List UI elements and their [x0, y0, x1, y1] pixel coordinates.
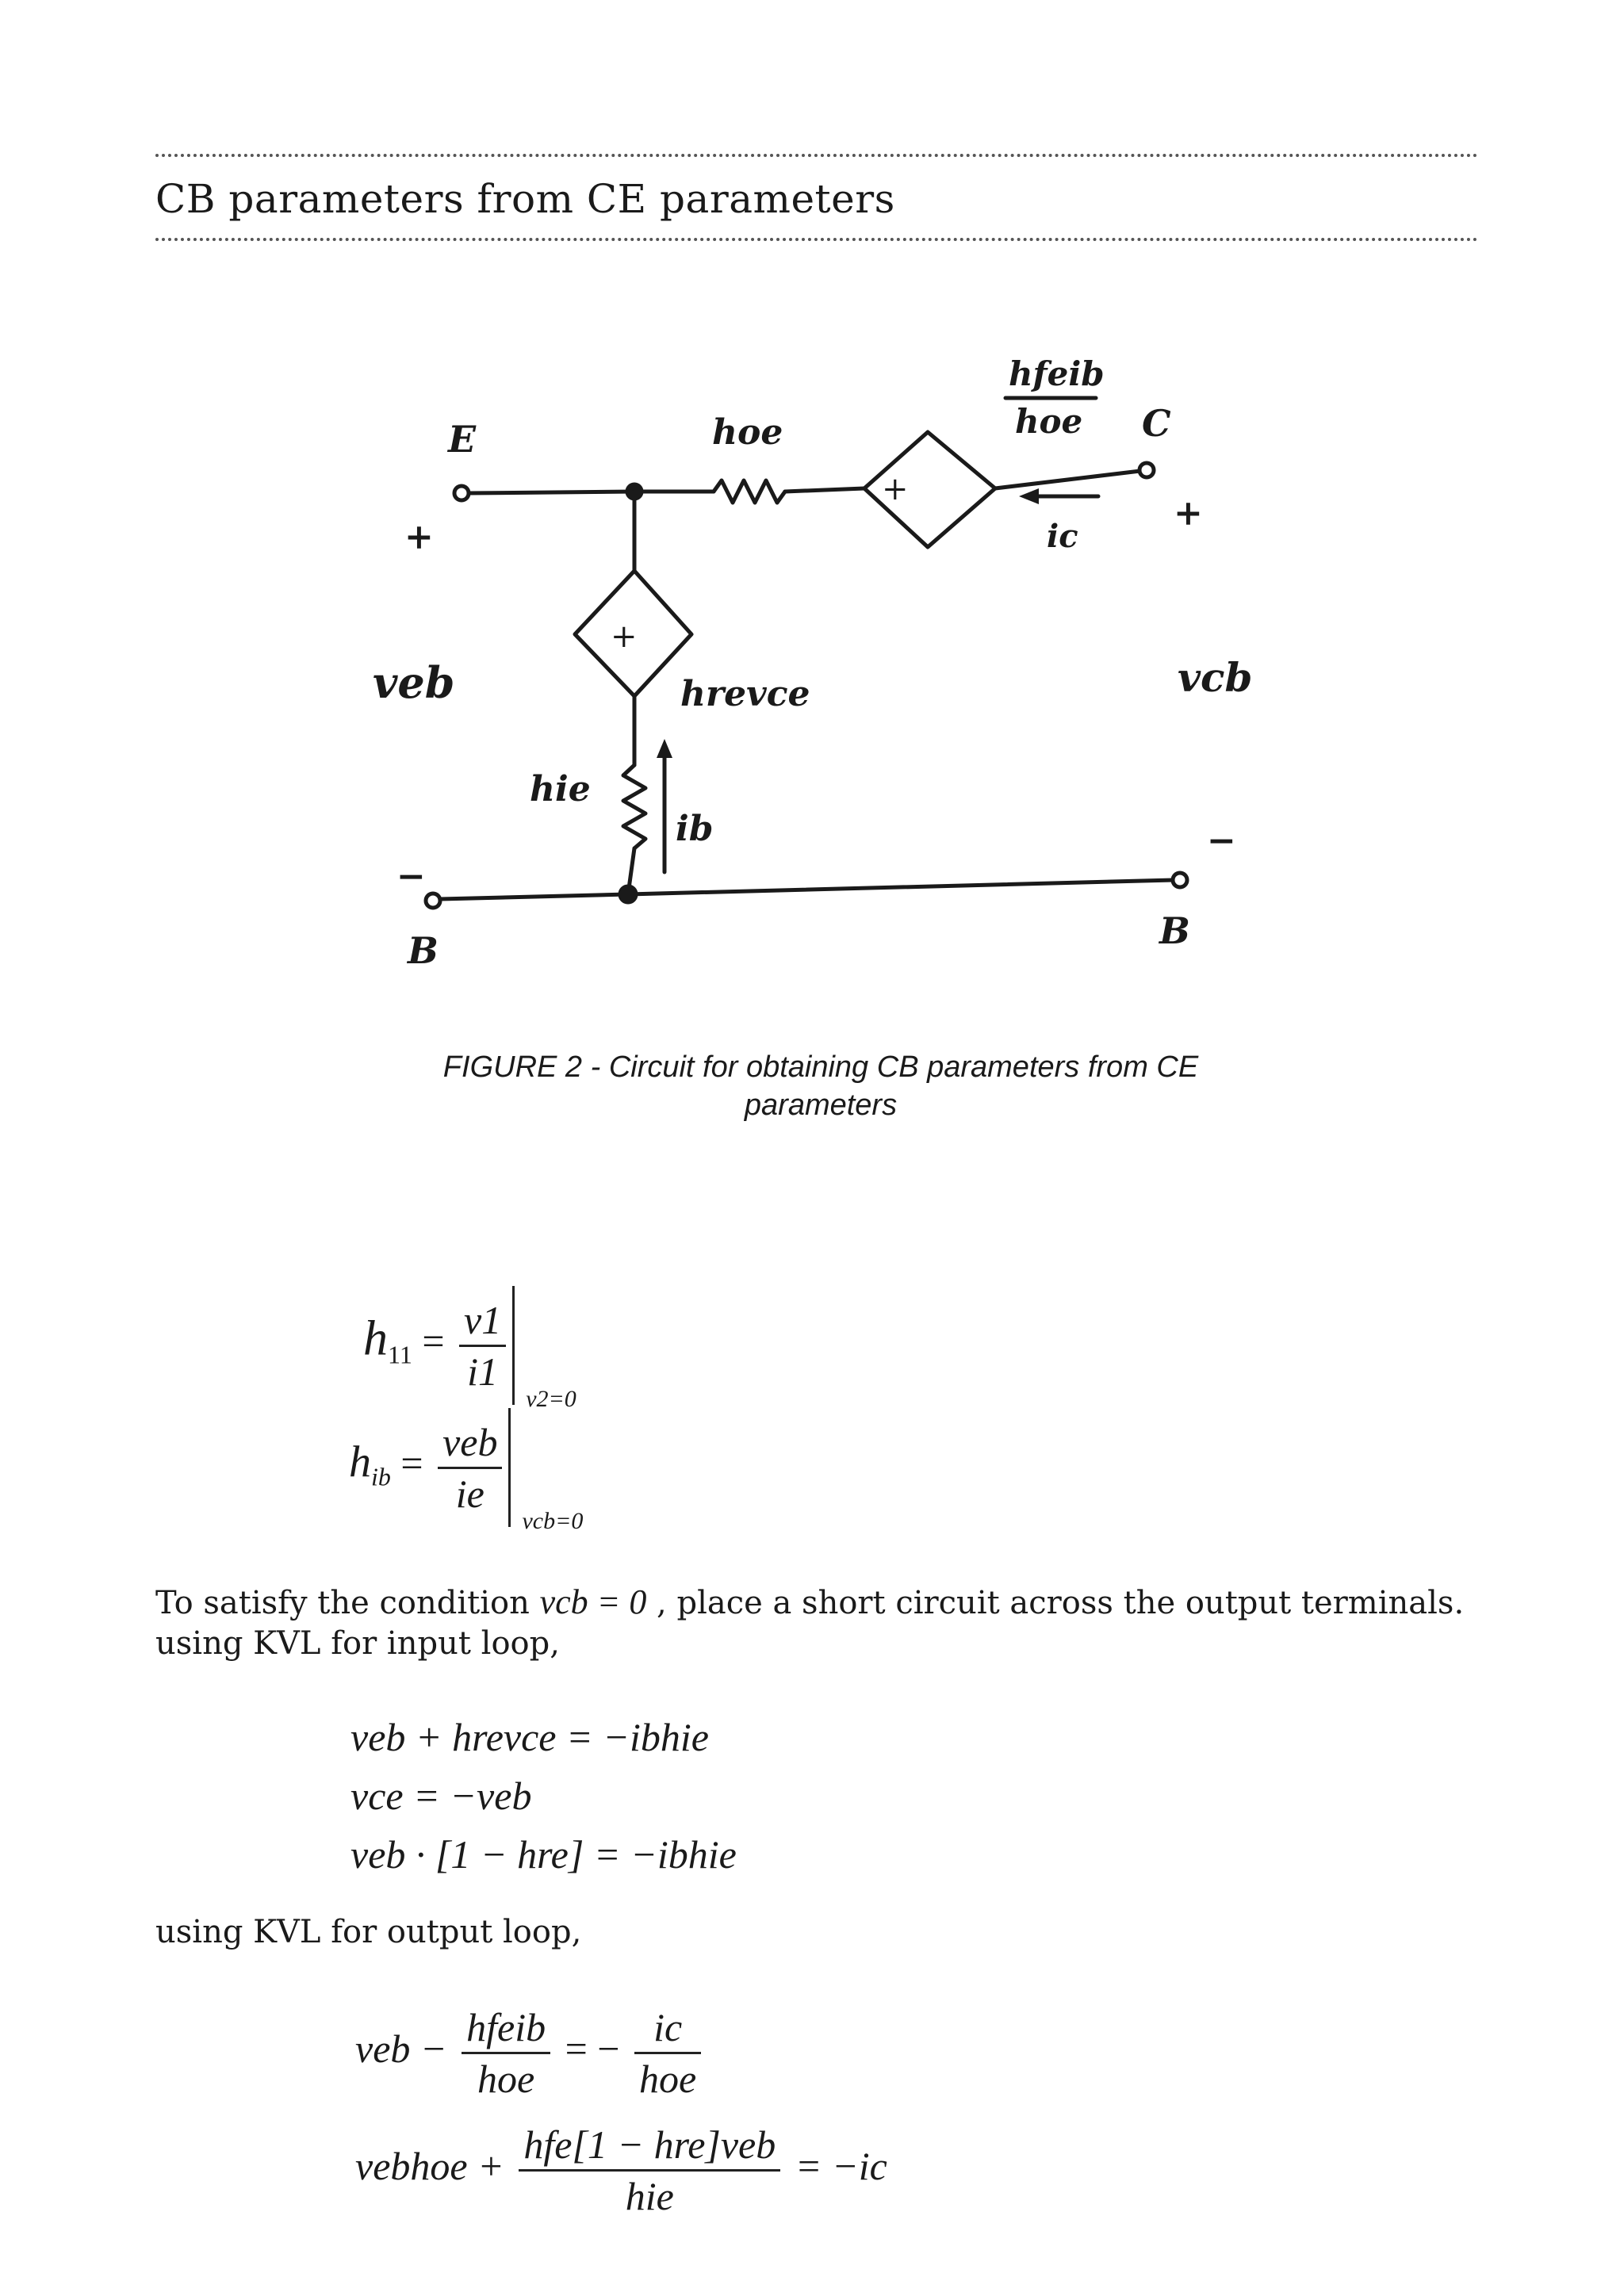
vcb-label: vcb — [1178, 654, 1253, 701]
circuit-diagram — [349, 333, 1300, 1015]
emitter-wire — [469, 492, 634, 493]
ic-arrowhead — [1019, 488, 1039, 504]
kvl-output-heading: using KVL for output loop, — [155, 1914, 582, 1950]
section-title: CB parameters from CE parameters — [155, 176, 895, 222]
ib-label: ib — [676, 809, 714, 849]
h11-definition: $h_{11}$ = $\frac{v1}{i1}$ v2=0 — [363, 1286, 523, 1405]
collector-label: C — [1142, 402, 1171, 445]
base-right-terminal — [1173, 873, 1187, 887]
hib-eval-bar: vcb=0 — [508, 1408, 519, 1527]
emitter-label: E — [448, 418, 477, 461]
collector-terminal — [1139, 463, 1154, 477]
hib-fraction: $\frac{\text{veb}}{ie}$ — [438, 1419, 502, 1517]
voltage-source-plus: + — [611, 618, 638, 655]
emitter-terminal — [454, 486, 469, 500]
plus-output-label: + — [1174, 493, 1203, 534]
hrevce-label: hrevce — [680, 674, 810, 714]
base-left-wire — [440, 894, 628, 899]
kvl-input-heading: using KVL for input loop, — [155, 1625, 560, 1662]
source-den-label: hoe — [1015, 402, 1083, 441]
ib-arrowhead — [657, 739, 672, 758]
base-left-terminal — [426, 894, 440, 908]
hoe-right-wire — [785, 488, 864, 492]
kvl-output-eq-1-fraction: $\frac{\text{hfeib}}{\text{hoe}}$ — [462, 2004, 550, 2102]
kvl-output-eq-1: veb − $\frac{\text{hfeib}}{\text{hoe}}$ = − $\frac{ic}{\text{hoe}}$ — [355, 2004, 706, 2102]
minus-input-label: − — [396, 856, 426, 897]
kvl-input-eq-2: vce = −veb — [350, 1774, 532, 1818]
condition-paragraph: To satisfy the condition vcb = 0 , place a short circuit across the output terminals. — [155, 1582, 1465, 1621]
source-num-label: hfeib — [1009, 354, 1105, 393]
h11-fraction: $\frac{v1}{i1}$ — [459, 1297, 506, 1395]
hie-resistor — [623, 765, 645, 848]
kvl-output-eq-2-fraction: $\frac{\text{hfe[1 − hre]veb}}{\text{hie}}$ — [519, 2122, 780, 2219]
h11-eval-bar: v2=0 — [512, 1286, 523, 1405]
hie-label: hie — [530, 769, 591, 809]
hib-definition: $h_{ib}$ = $\frac{\text{veb}}{ie}$ vcb=0 — [349, 1408, 519, 1527]
base-right-label: B — [1159, 909, 1190, 952]
figure-caption: FIGURE 2 - Circuit for obtaining CB parameters from CE parameters — [442, 1050, 1199, 1122]
plus-input-label: + — [404, 517, 434, 557]
minus-output-label: − — [1207, 821, 1236, 861]
base-left-label: B — [408, 929, 439, 972]
current-source-plus: + — [882, 471, 909, 507]
collector-wire — [995, 471, 1140, 488]
kvl-input-eq-1: veb + hrevce = −ibhie — [350, 1715, 709, 1759]
kvl-input-eq-3: veb · [1 − hre] = −ibhie — [350, 1832, 737, 1877]
condition-math: vcb = 0 — [539, 1582, 647, 1621]
hoe-resistor — [714, 480, 785, 503]
top-dotted-rule — [155, 154, 1478, 157]
bottom-dotted-rule — [155, 238, 1478, 241]
kvl-output-eq-2: vebhoe + $\frac{\text{hfe[1 − hre]veb}}{\text{hie}}$ = −ic — [355, 2122, 887, 2218]
kvl-output-eq-1-rhs-fraction: $\frac{ic}{\text{hoe}}$ — [634, 2004, 701, 2102]
hoe-label: hoe — [712, 412, 783, 453]
base-right-wire — [628, 880, 1174, 894]
veb-label: veb — [373, 657, 455, 708]
ic-label: ic — [1047, 518, 1078, 555]
